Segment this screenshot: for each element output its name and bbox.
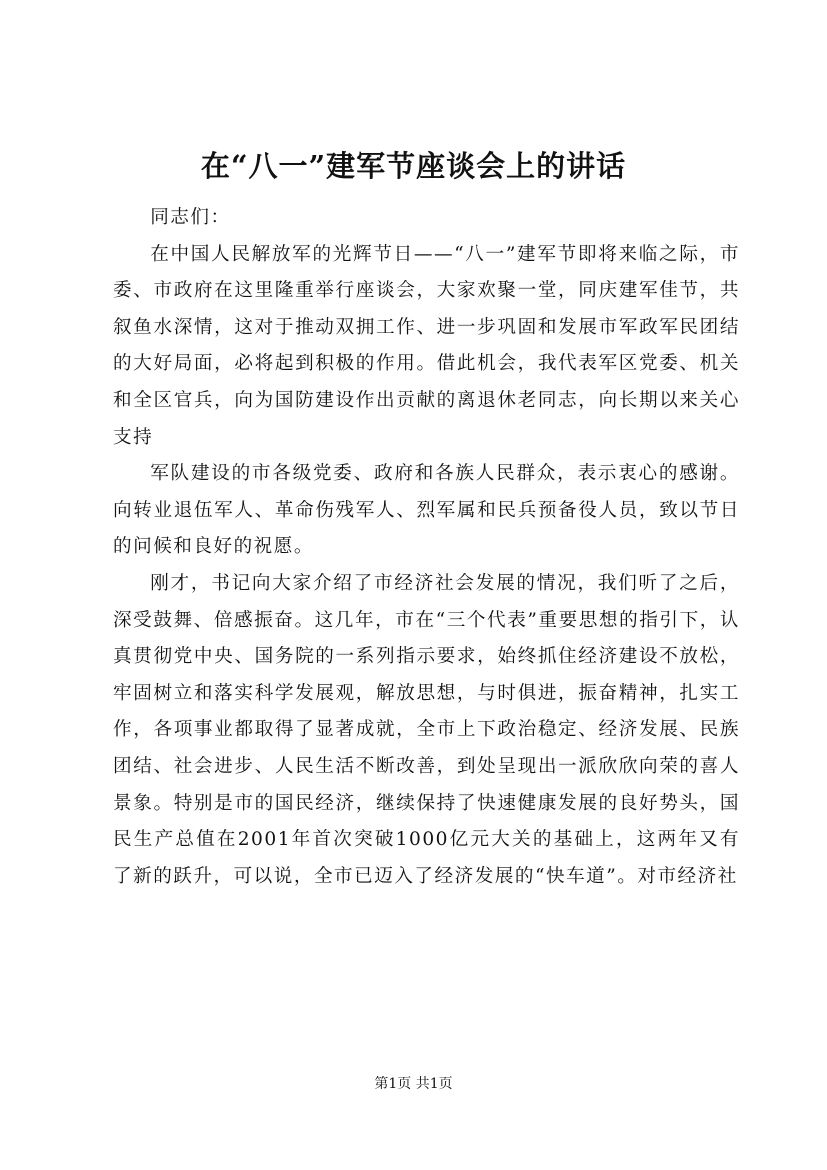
paragraph-3: 刚才，书记向大家介绍了市经济社会发展的情况，我们听了之后，深受鼓舞、倍感振奋。这几年，市在“三个代表”重要思想的指引下，认真贯彻党中央、国务院的一系列指示要求，始终抓住经济建设不放松，牢固树立和落实科学发展观，解放思想，与时俱进，振奋精神，扎实工作，各项事业都取得了显著成就，全市上下政治稳定、经济发展、民族团结、社会进步、人民生活不断改善，到处呈现出一派欣欣向荣的喜人景象。特别是市的国民经济，继续保持了快速健康发展的良好势头，国民生产总值在2001年首次突破1000亿元大关的基础上，这两年又有了新的跃升，可以说，全市已迈入了经济发展的“快车道”。对市经济社 (113, 572, 740, 887)
paragraph-1: 在中国人民解放军的光辉节日——“八一”建军节即将来临之际，市委、市政府在这里隆重举行座谈会，大家欢聚一堂，同庆建军佳节，共叙鱼水深情，这对于推动双拥工作、进一步巩固和发展市军政军民团结的大好局面，必将起到积极的作用。借此机会，我代表军区党委、机关和全区官兵，向为国防建设作出贡献的离退休老同志，向长期以来关心支持 (113, 243, 740, 448)
page-number-footer: 第1页 共1页 (374, 1076, 453, 1092)
document-title: 在“八一”建军节座谈会上的讲话 (200, 149, 627, 183)
salutation: 同志们： (150, 207, 231, 228)
paragraph-2: 军队建设的市各级党委、政府和各族人民群众，表示衷心的感谢。向转业退伍军人、革命伤残军人、烈军属和民兵预备役人员，致以节日的问候和良好的祝愿。 (113, 463, 740, 558)
document-body (113, 200, 740, 895)
